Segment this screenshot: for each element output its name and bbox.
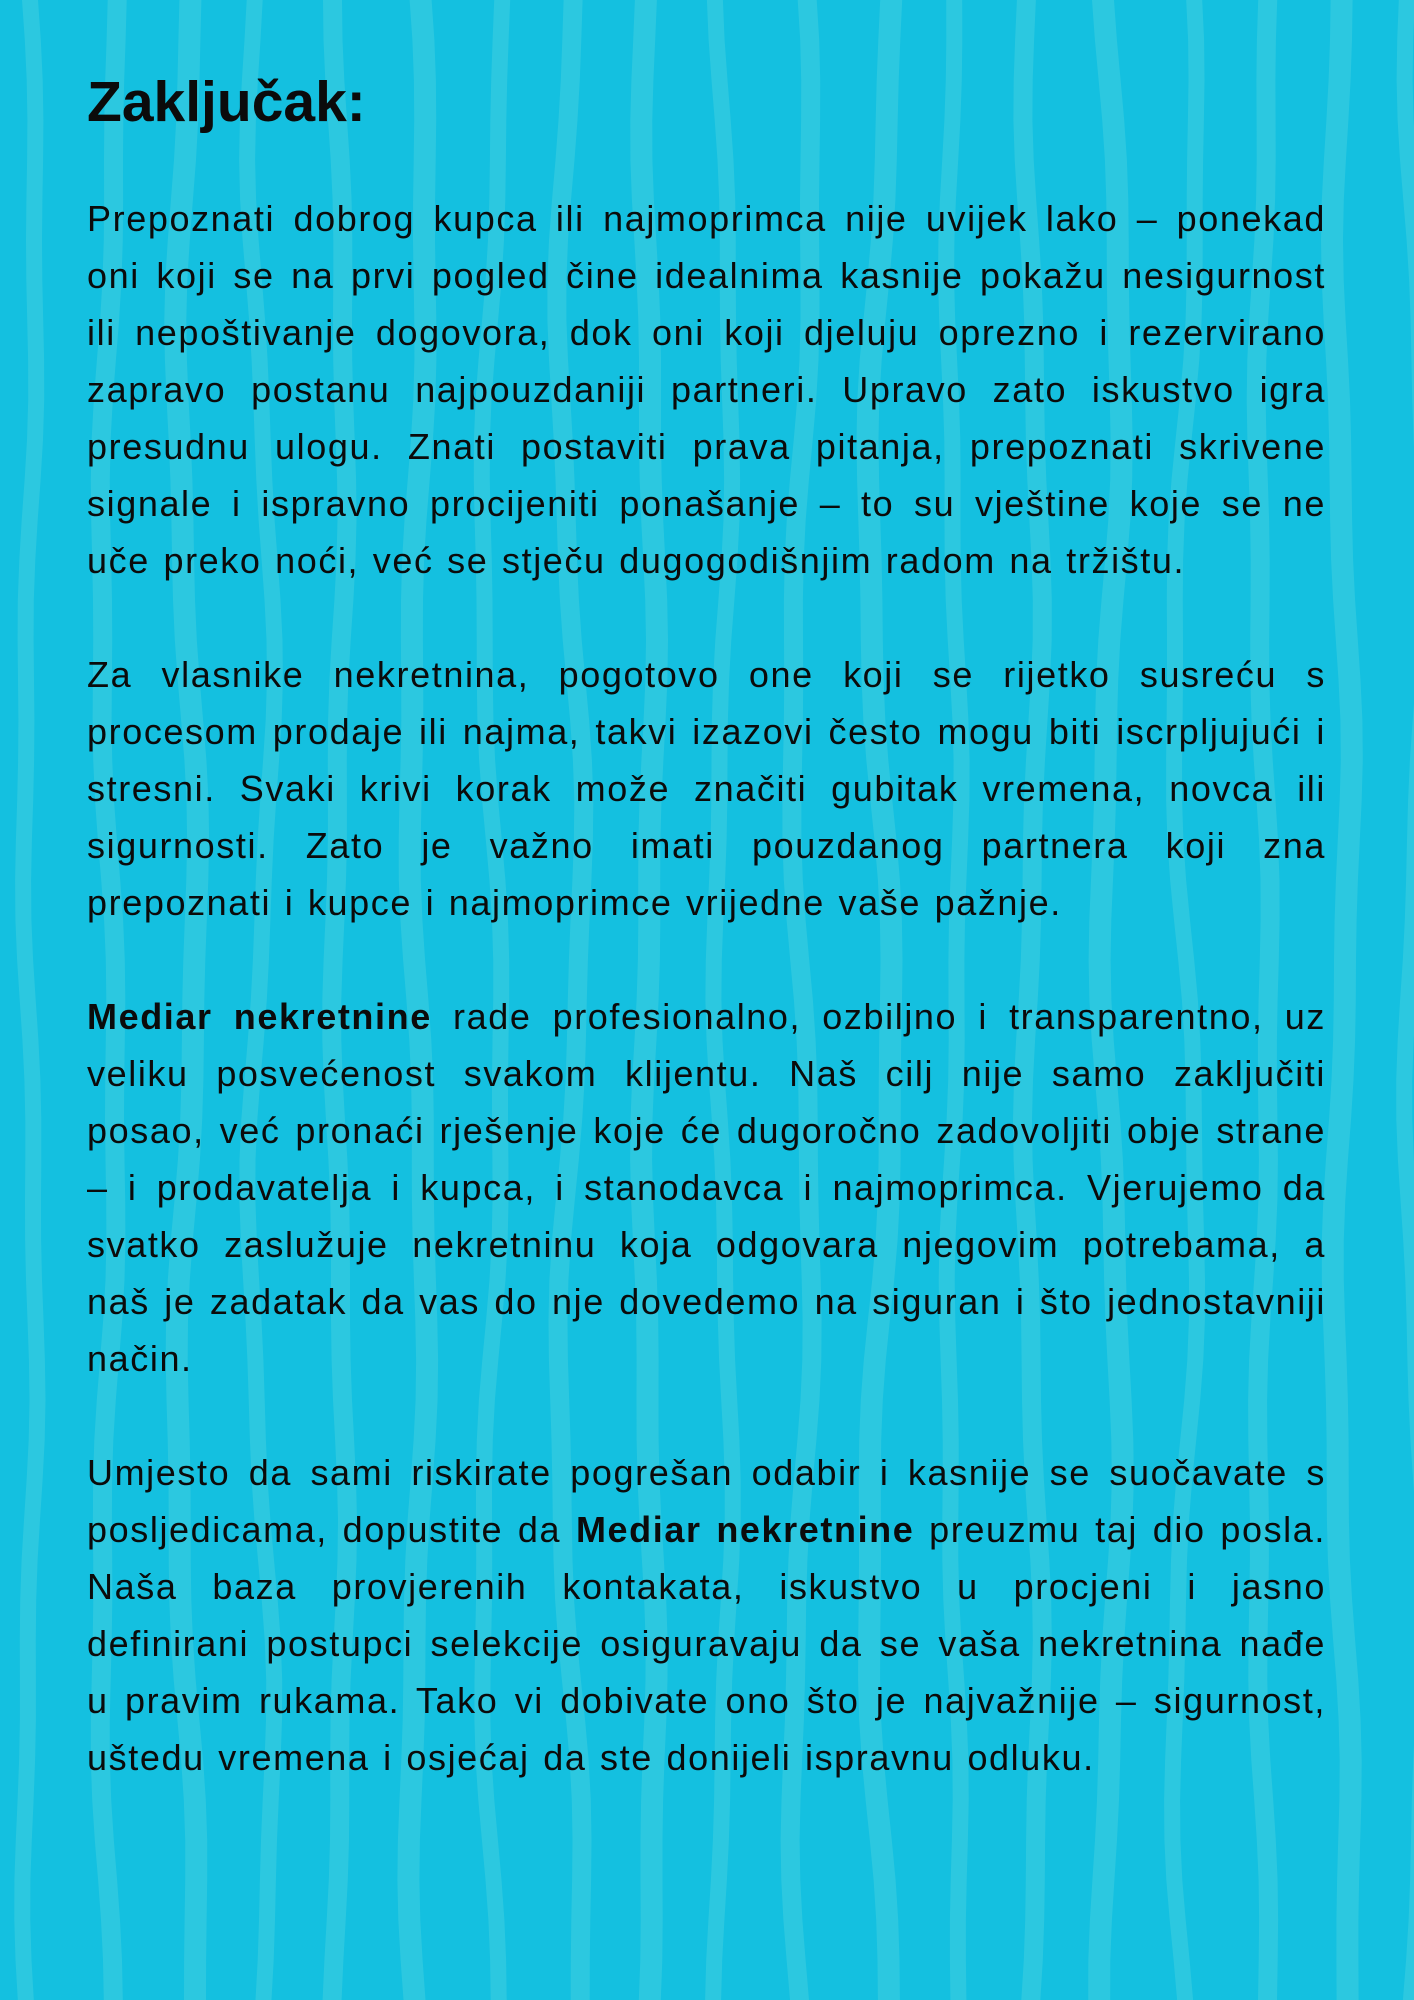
- brand-name-bold: Mediar nekretnine: [575, 1509, 915, 1550]
- paragraph-3: [87, 988, 1326, 1387]
- paragraph-4: [87, 1444, 1326, 1786]
- page-title: Zaključak:: [87, 70, 366, 134]
- paragraph-2: Za vlasnike nekretnina, pogotovo one koji se rijetko susreću s procesom prodaje ili najma, takvi izazovi često mogu biti iscrpljujući i stresni. Svaki krivi korak može značiti gubitak vremena, novca ili sigurnosti. Zato je važno imati pouzdanog partnera koji zna prepoznati i kupce i najmoprimce vrijedne vaše pažnje.: [87, 654, 1326, 923]
- paragraph-3-text: rade profesionalno, ozbiljno i transparentno, uz veliku posvećenost svakom klijentu. Naš cilj nije samo zaključiti posao, već pronaći rješenje koje će dugoročno zadovoljiti obje strane – i prodavatelja i kupca, i stanodavca i najmoprimca. Vjerujemo da svatko zaslužuje nekretninu koja odgovara njegovim potrebama, a naš je zadatak da vas do nje dovedemo na siguran i što jednostavniji način.: [87, 996, 1326, 1379]
- background-stripe: [14, 0, 45, 2000]
- background-stripe: [1321, 0, 1363, 2000]
- paragraph-4-text-end: preuzmu taj dio posla. Naša baza provjerenih kontakata, iskustvo u procjeni i jasno definirani postupci selekcije osiguravaju da se vaša nekretnina nađe u pravim rukama. Tako vi dobivate ono što je najvažnije – sigurnost, uštedu vremena i osjećaj da ste donijeli ispravnu odluku.: [87, 1509, 1326, 1778]
- brand-name-bold: Mediar nekretnine: [87, 996, 432, 1037]
- paragraph-4-text-start: Umjesto da sami riskirate pogrešan odabir i kasnije se suočavate s posljedicama, dopustite da: [87, 1452, 1326, 1550]
- background-stripe: [1396, 0, 1414, 2000]
- paragraph-1: Prepoznati dobrog kupca ili najmoprimca nije uvijek lako – ponekad oni koji se na prvi pogled čine idealnima kasnije pokažu nesigurnost ili nepoštivanje dogovora, dok oni koji djeluju oprezno i rezervirano zapravo postanu najpouzdaniji partneri. Upravo zato iskustvo igra presudnu ulogu. Znati postaviti prava pitanja, prepoznati skrivene signale i ispravno procijeniti ponašanje – to su vještine koje se ne uče preko noći, već se stječu dugogodišnjim radom na tržištu.: [87, 198, 1326, 581]
- document-page: [87, 60, 1326, 1843]
